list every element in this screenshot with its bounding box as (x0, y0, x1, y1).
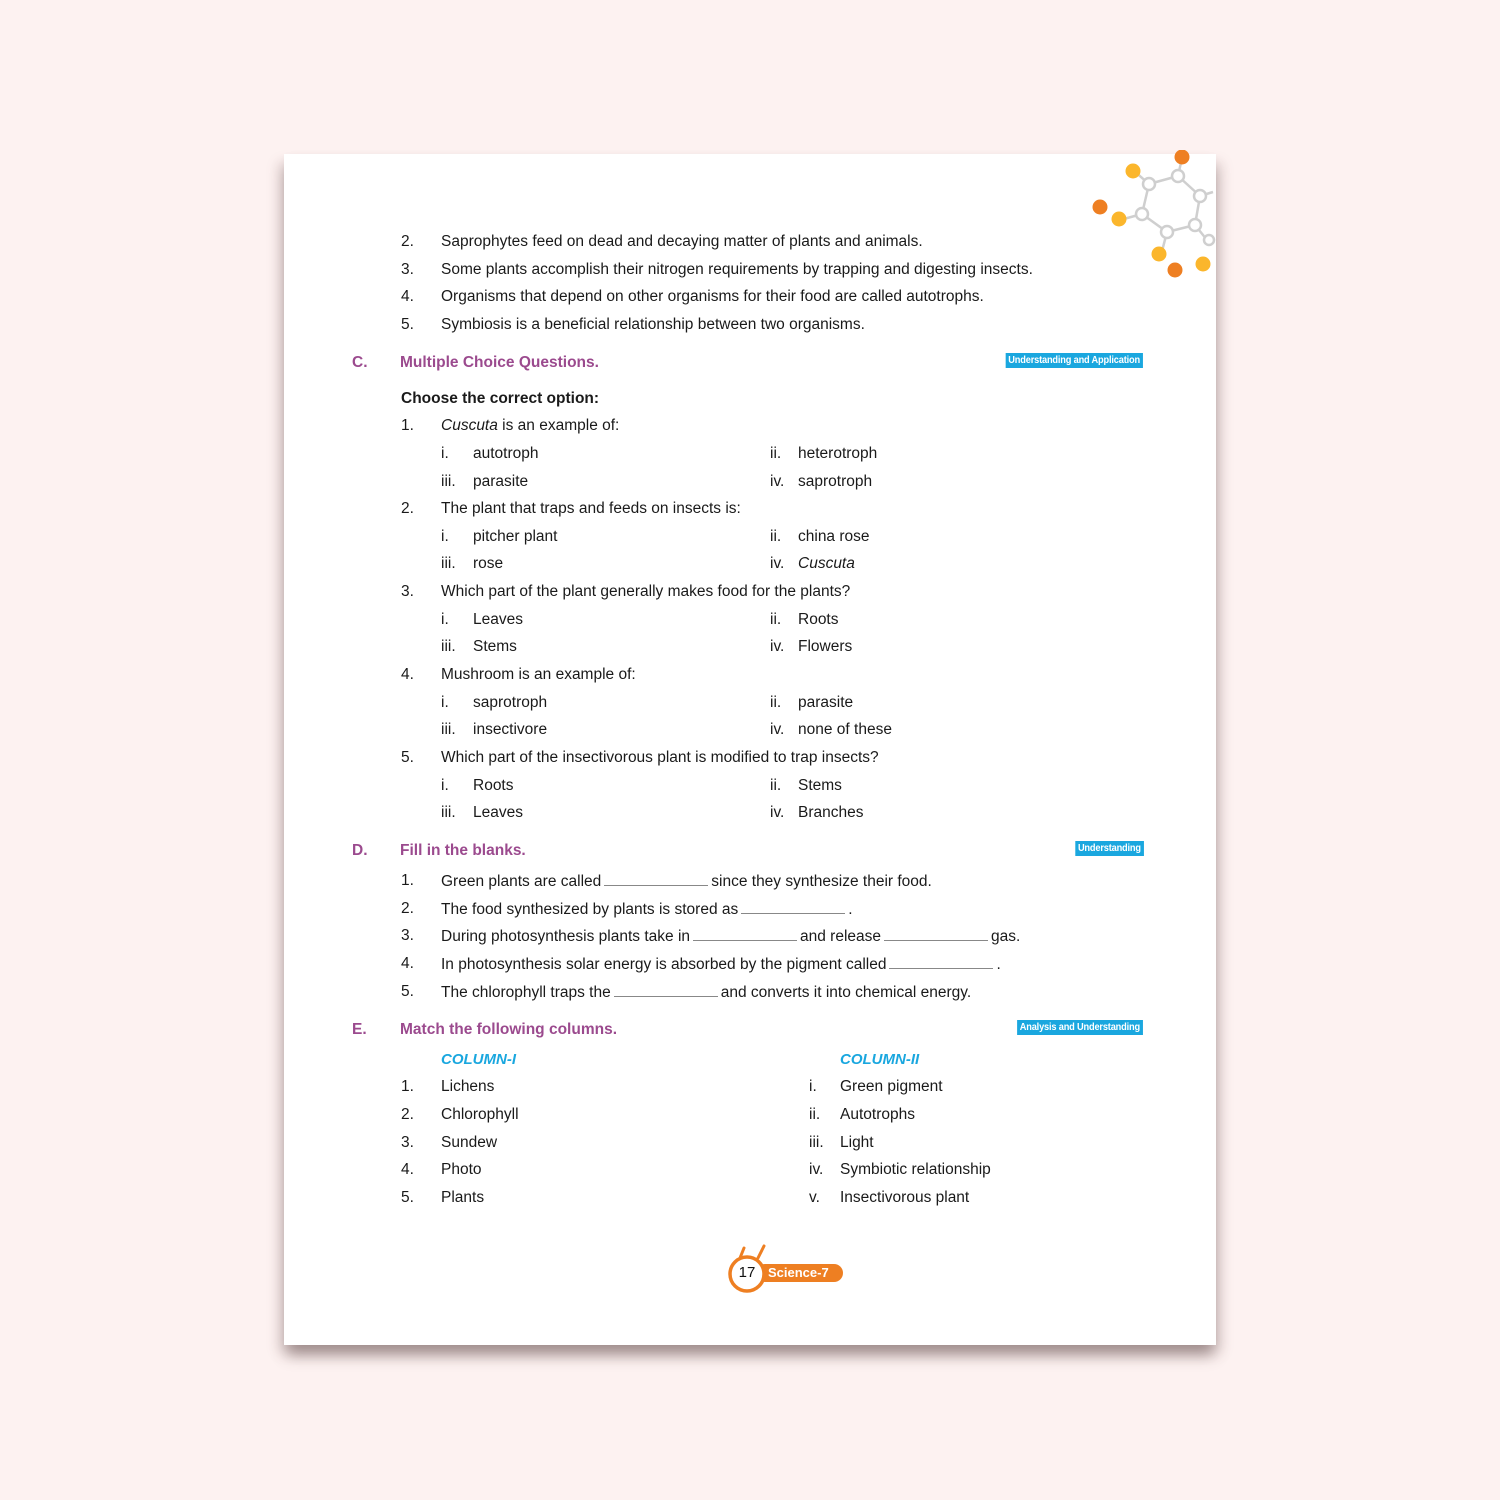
section-d-badge: Understanding (1075, 841, 1143, 856)
answer-blank[interactable] (604, 871, 708, 886)
page-footer (726, 1244, 846, 1296)
section-d-title: Fill in the blanks. (400, 842, 526, 859)
answer-blank[interactable] (889, 954, 993, 969)
section-d-letter: D. (352, 842, 368, 859)
answer-blank[interactable] (693, 926, 797, 941)
section-c-title: Multiple Choice Questions. (400, 354, 599, 371)
mcq-instruction: Choose the correct option: (401, 390, 600, 407)
molecule-decoration-icon (1085, 150, 1220, 285)
section-c-badge: Understanding and Application (1006, 353, 1143, 368)
answer-blank[interactable] (614, 982, 718, 997)
section-c-letter: C. (352, 354, 368, 371)
section-e-badge: Analysis and Understanding (1018, 1020, 1143, 1035)
page-number: 17 (738, 1264, 756, 1281)
answer-blank[interactable] (884, 926, 988, 941)
section-e-title: Match the following columns. (400, 1021, 617, 1038)
column-1-heading: COLUMN-I (441, 1051, 516, 1068)
book-title: Science-7 (768, 1265, 829, 1280)
section-e-letter: E. (352, 1021, 367, 1038)
answer-blank[interactable] (741, 899, 845, 914)
column-2-heading: COLUMN-II (840, 1051, 920, 1068)
